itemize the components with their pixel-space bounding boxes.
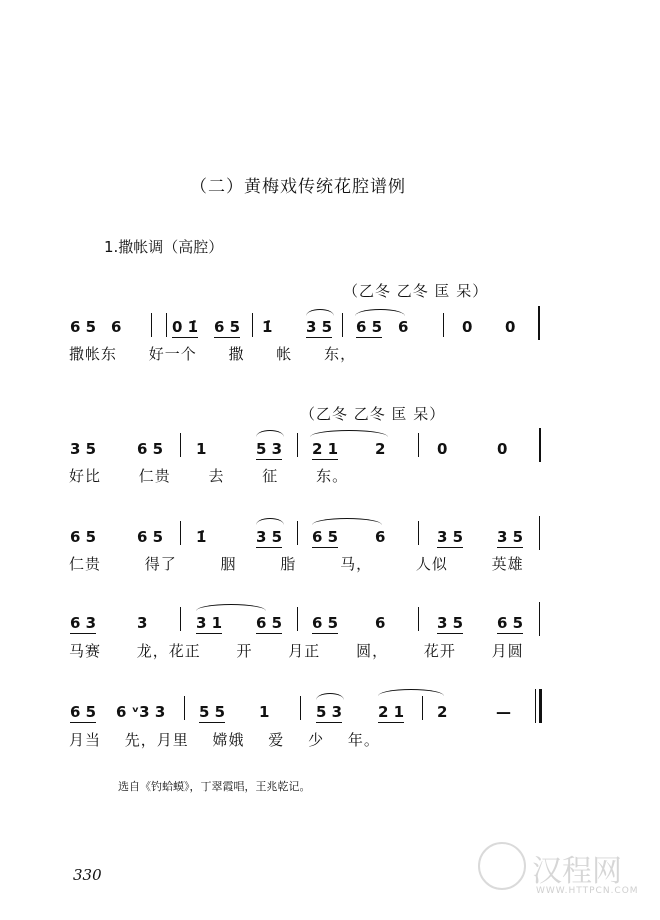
lyrics-line-1: 撒帐东 好一个 撒 帐 东， xyxy=(69,345,357,363)
note-group: 3 5 xyxy=(256,528,283,546)
note-group: 6 xyxy=(398,318,409,336)
barline xyxy=(180,521,181,545)
note-group: 3 5 xyxy=(437,528,464,546)
barline xyxy=(539,428,541,462)
note-group: 1̇ xyxy=(262,318,273,336)
note-group: — xyxy=(496,703,511,721)
barline xyxy=(297,521,298,545)
barline xyxy=(539,602,540,636)
source-note: 选自《钓蛤蟆》，丁翠霞唱，王兆乾记。 xyxy=(118,780,311,793)
barline xyxy=(180,433,181,457)
note-group: 3 5 xyxy=(306,318,333,336)
barline xyxy=(342,313,343,337)
slur xyxy=(306,309,334,316)
note-group: 6 xyxy=(375,528,386,546)
note-group: 3 5 xyxy=(437,614,464,632)
watermark-text: 汉程网 xyxy=(532,854,622,889)
barline xyxy=(252,313,253,337)
section-title: （二）黄梅戏传统花腔谱例 xyxy=(190,177,406,197)
percussion-cue-1: （乙冬 乙冬 匡 呆） xyxy=(343,282,489,300)
note-group: 6 5 xyxy=(70,318,97,336)
note-group: 6 5 xyxy=(312,614,339,632)
slur xyxy=(316,693,344,700)
barline xyxy=(538,306,540,340)
note-group: 3 1 xyxy=(196,614,223,632)
note-group: 2 1 xyxy=(378,703,405,721)
slur xyxy=(378,689,444,696)
note-group: 3 5 xyxy=(497,528,524,546)
note-group: 5 5 xyxy=(199,703,226,721)
barline xyxy=(297,607,298,631)
note-group: 2 xyxy=(437,703,448,721)
note-group: 6 5 xyxy=(137,440,164,458)
note-group: 6 5 xyxy=(70,703,97,721)
note-group: 1 xyxy=(196,440,207,458)
barline xyxy=(300,696,301,720)
note-group: 6 5 xyxy=(70,528,97,546)
note-group: 6 xyxy=(111,318,122,336)
note-group: 0 xyxy=(462,318,473,336)
page-number: 330 xyxy=(73,866,102,884)
note-group: 6 5 xyxy=(312,528,339,546)
final-barline-thin xyxy=(535,689,536,723)
slur xyxy=(196,604,266,611)
watermark-logo-icon xyxy=(478,842,526,890)
note-group: 6 5 xyxy=(256,614,283,632)
final-barline-thick xyxy=(539,689,542,723)
note-group: 2 xyxy=(375,440,386,458)
note-group: 3 xyxy=(137,614,148,632)
note-group: 6 ᵛ3 3 xyxy=(116,703,166,721)
slur xyxy=(310,430,388,437)
lyrics-line-4: 马赛 龙，花正 开 月正 圆， 花开 月圆 xyxy=(69,642,524,660)
note-group: 6 5 xyxy=(497,614,524,632)
barline xyxy=(443,313,444,337)
note-group: 0 xyxy=(437,440,448,458)
note-group: 1̇ xyxy=(196,528,207,546)
slur xyxy=(312,518,382,525)
note-group: 6 5 xyxy=(214,318,241,336)
note-group: 1 xyxy=(259,703,270,721)
barline xyxy=(418,521,419,545)
lyrics-line-3: 仁贵 得了 胭 脂 马， 人似 英雄 xyxy=(69,555,524,573)
note-group: 6 5 xyxy=(137,528,164,546)
watermark-url: WWW.HTTPCN.COM xyxy=(536,886,639,896)
slur xyxy=(256,430,284,437)
barline xyxy=(418,433,419,457)
piece-title: 1.撒帐调（高腔） xyxy=(104,238,224,256)
note-group: 6 5 xyxy=(356,318,383,336)
note-group: 2 1 xyxy=(312,440,339,458)
slur xyxy=(355,309,405,316)
barline xyxy=(539,516,540,550)
note-group: 3 5 xyxy=(70,440,97,458)
barline xyxy=(184,696,185,720)
note-group: 5 3 xyxy=(316,703,343,721)
barline xyxy=(418,607,419,631)
note-group: 0 xyxy=(497,440,508,458)
lyrics-line-2: 好比 仁贵 去 征 东。 xyxy=(69,467,349,485)
barline xyxy=(180,607,181,631)
note-group: 0 xyxy=(505,318,516,336)
slur xyxy=(256,518,284,525)
note-group: 6 xyxy=(375,614,386,632)
barline xyxy=(422,696,423,720)
note-group: 0 1̇ xyxy=(172,318,199,336)
barline xyxy=(151,313,152,337)
barline xyxy=(166,313,167,337)
lyrics-line-5: 月当 先，月里 嫦娥 爱 少 年。 xyxy=(69,731,380,749)
barline xyxy=(297,433,298,457)
percussion-cue-2: （乙冬 乙冬 匡 呆） xyxy=(300,405,446,423)
note-group: 6 3 xyxy=(70,614,97,632)
note-group: 5 3 xyxy=(256,440,283,458)
